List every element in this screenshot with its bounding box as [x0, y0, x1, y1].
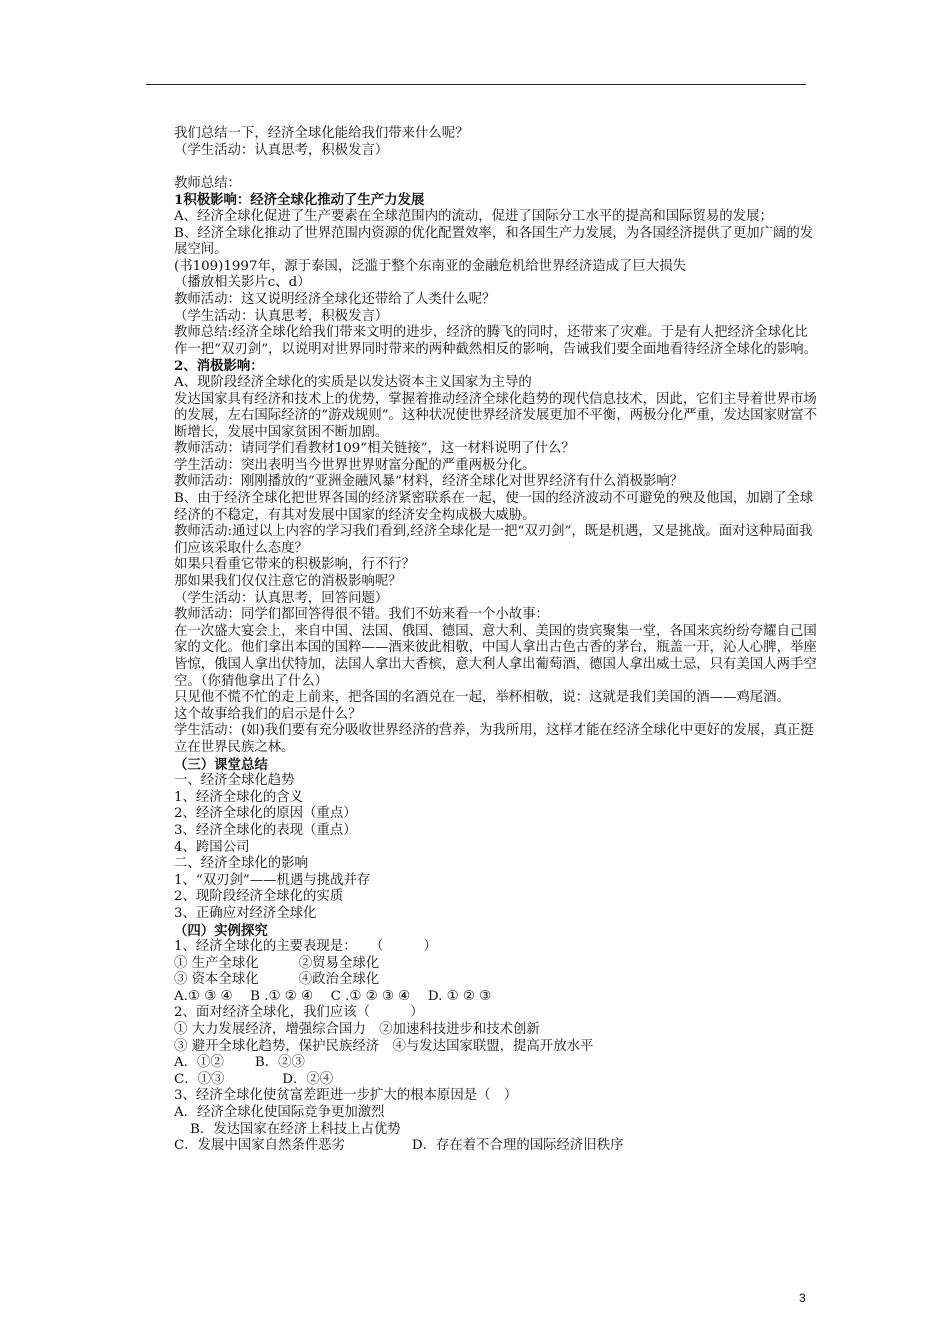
- text-line: 1积极影响：经济全球化推动了生产力发展: [174, 192, 425, 209]
- text-line: 2、面对经济全球化，我们应该（ ）: [174, 1005, 424, 1021]
- text-line: 教师活动:通过以上内容的学习我们看到,经济全球化是一把“双刃剑”，既是机遇，又是挑战。面对这种局面我们应该采取什么态度？: [174, 524, 813, 556]
- text-line: 2、经济全球化的原因（重点）: [174, 806, 357, 822]
- page-number: 3: [799, 1291, 806, 1305]
- text-line: 4、跨国公司: [174, 839, 250, 855]
- text-line: B、经济全球化推动了世界范围内资源的优化配置效率，和各国生产力发展，为各国经济提供了更加广阔的发展空间。: [174, 225, 814, 258]
- text-line: （播放相关影片c、d）: [174, 275, 311, 291]
- text-line: 教师总结:经济全球化给我们带来文明的进步，经济的腾飞的同时，还带来了灾难。于是有人把经济全球化比作一把“双刃剑”，以说明对世界同时带来的两种截然相反的影响，告诫我们要全面地看待经济全球化的影响。: [174, 325, 818, 357]
- text-line: 3、经济全球化的表现（重点）: [174, 822, 357, 838]
- text-line: （三）课堂总结: [174, 756, 268, 773]
- text-line: 3、正确应对经济全球化: [174, 905, 317, 921]
- text-line: B、由于经济全球化把世界各国的经济紧密联系在一起，使一国的经济波动不可避免的殃及他国，加剧了全球经济的不稳定，有其对发展中国家的经济安全构成极大威胁。: [174, 491, 814, 523]
- text-line: 如果只看重它带来的积极影响，行不行？: [174, 557, 416, 573]
- text-line: 教师活动：同学们都回答得很不错。我们不妨来看一个小故事：: [174, 607, 549, 623]
- text-line: A．经济全球化使国际竞争更加激烈: [174, 1105, 385, 1121]
- text-line: ③ 避开全球化趋势，保护民族经济 ④与发达国家联盟，提高开放水平: [174, 1038, 594, 1054]
- text-line: 二、经济全球化的影响: [174, 856, 308, 872]
- text-line: 3、经济全球化使贫富差距进一步扩大的根本原因是（ ）: [174, 1088, 518, 1104]
- text-line: A、现阶段经济全球化的实质是以发达资本主义国家为主导的: [174, 374, 532, 390]
- text-line: （学生活动：认真思考，积极发言）: [174, 308, 389, 324]
- text-line: 一、经济全球化趋势: [174, 773, 295, 789]
- header-rule: [146, 84, 806, 85]
- text-line: A、经济全球化促进了生产要素在全球范围内的流动，促进了国际分工水平的提高和国际贸易的发展；: [174, 208, 773, 224]
- text-line: 2、现阶段经济全球化的实质: [174, 889, 344, 905]
- text-line: （四）实例探究: [174, 922, 268, 939]
- text-line: B．发达国家在经济上科技上占优势: [190, 1121, 401, 1137]
- text-line: 这个故事给我们的启示是什么？: [174, 706, 362, 722]
- text-line: ③ 资本全球化 ④政治全球化: [174, 972, 380, 988]
- text-line: 在一次盛大宴会上，来自中国、法国、俄国、德国、意大利、美国的贵宾聚集一堂，各国来宾纷纷夸耀自己国家的文化。他们拿出本国的国粹——酒来彼此相敬，中国人拿出古色古香的茅台，瓶盖一开，沁人心脾，举座皆惊，俄国人拿出伏特加，法国人拿出大香槟，意大利人拿出葡萄酒，德国人拿出威士忌，只有美国人两手空空。（你猜他拿出了什么）: [174, 623, 817, 689]
- text-line: （学生活动：认真思考，积极发言）: [174, 142, 389, 158]
- text-line: 教师活动：请同学们看教材109“相关链接”，这一材料说明了什么？: [174, 441, 575, 457]
- text-line: (书109)1997年，源于泰国，泛滥于整个东南亚的金融危机给世界经济造成了巨大损失: [174, 258, 686, 274]
- document-body: [146, 126, 818, 1155]
- text-line: [146, 159, 818, 176]
- text-line: 那如果我们仅仅注意它的消极影响呢？: [174, 574, 402, 590]
- text-line: 只见他不慌不忙的走上前来，把各国的名酒兑在一起，举杯相敬，说：这就是我们美国的酒——鸡尾酒。: [174, 690, 790, 706]
- text-line: 教师活动：这又说明经济全球化还带给了人类什么呢？: [174, 291, 496, 307]
- text-line: 我们总结一下，经济全球化能给我们带来什么呢？: [174, 126, 469, 141]
- text-line: 2、消极影响：: [174, 358, 264, 375]
- text-line: 教师总结：: [174, 175, 241, 191]
- text-line: C．①③ D．②④: [174, 1071, 334, 1087]
- text-line: ① 生产全球化 ②贸易全球化: [174, 955, 380, 971]
- text-line: （学生活动：认真思考，回答问题）: [174, 590, 389, 606]
- text-line: A．①② B．②③: [174, 1055, 305, 1071]
- text-line: 学生活动：突出表明当今世界世界财富分配的严重两极分化。: [174, 457, 536, 473]
- text-line: ① 大力发展经济，增强综合国力 ②加速科技进步和技术创新: [174, 1022, 540, 1038]
- text-line: 教师活动：刚刚播放的“亚洲金融风暴”材料，经济全球化对世界经济有什么消极影响？: [174, 474, 684, 490]
- text-line: A.① ③ ④ B .① ② ④ C .① ② ③ ④ D. ① ② ③: [174, 988, 492, 1004]
- text-line: 1、经济全球化的主要表现是： （ ）: [174, 939, 437, 955]
- text-line: C．发展中国家自然条件恶劣 D．存在着不合理的国际经济旧秩序: [174, 1138, 624, 1154]
- text-line: 1、“双刃剑”——机遇与挑战并存: [174, 872, 371, 888]
- text-line: 1、经济全球化的含义: [174, 789, 304, 805]
- text-line: 发达国家具有经济和技术上的优势，掌握着推动经济全球化趋势的现代信息技术，因此，它们主导着世界市场的发展，左右国际经济的“游戏规则”。这种状况使世界经济发展更加不平衡，两极分化严重，发达国家财富不断增长，发展中国家贫困不断加剧。: [174, 391, 818, 440]
- text-line: 学生活动：(如)我们要有充分吸收世界经济的营养，为我所用，这样才能在经济全球化中更好的发展，真正挺立在世界民族之林。: [174, 723, 814, 755]
